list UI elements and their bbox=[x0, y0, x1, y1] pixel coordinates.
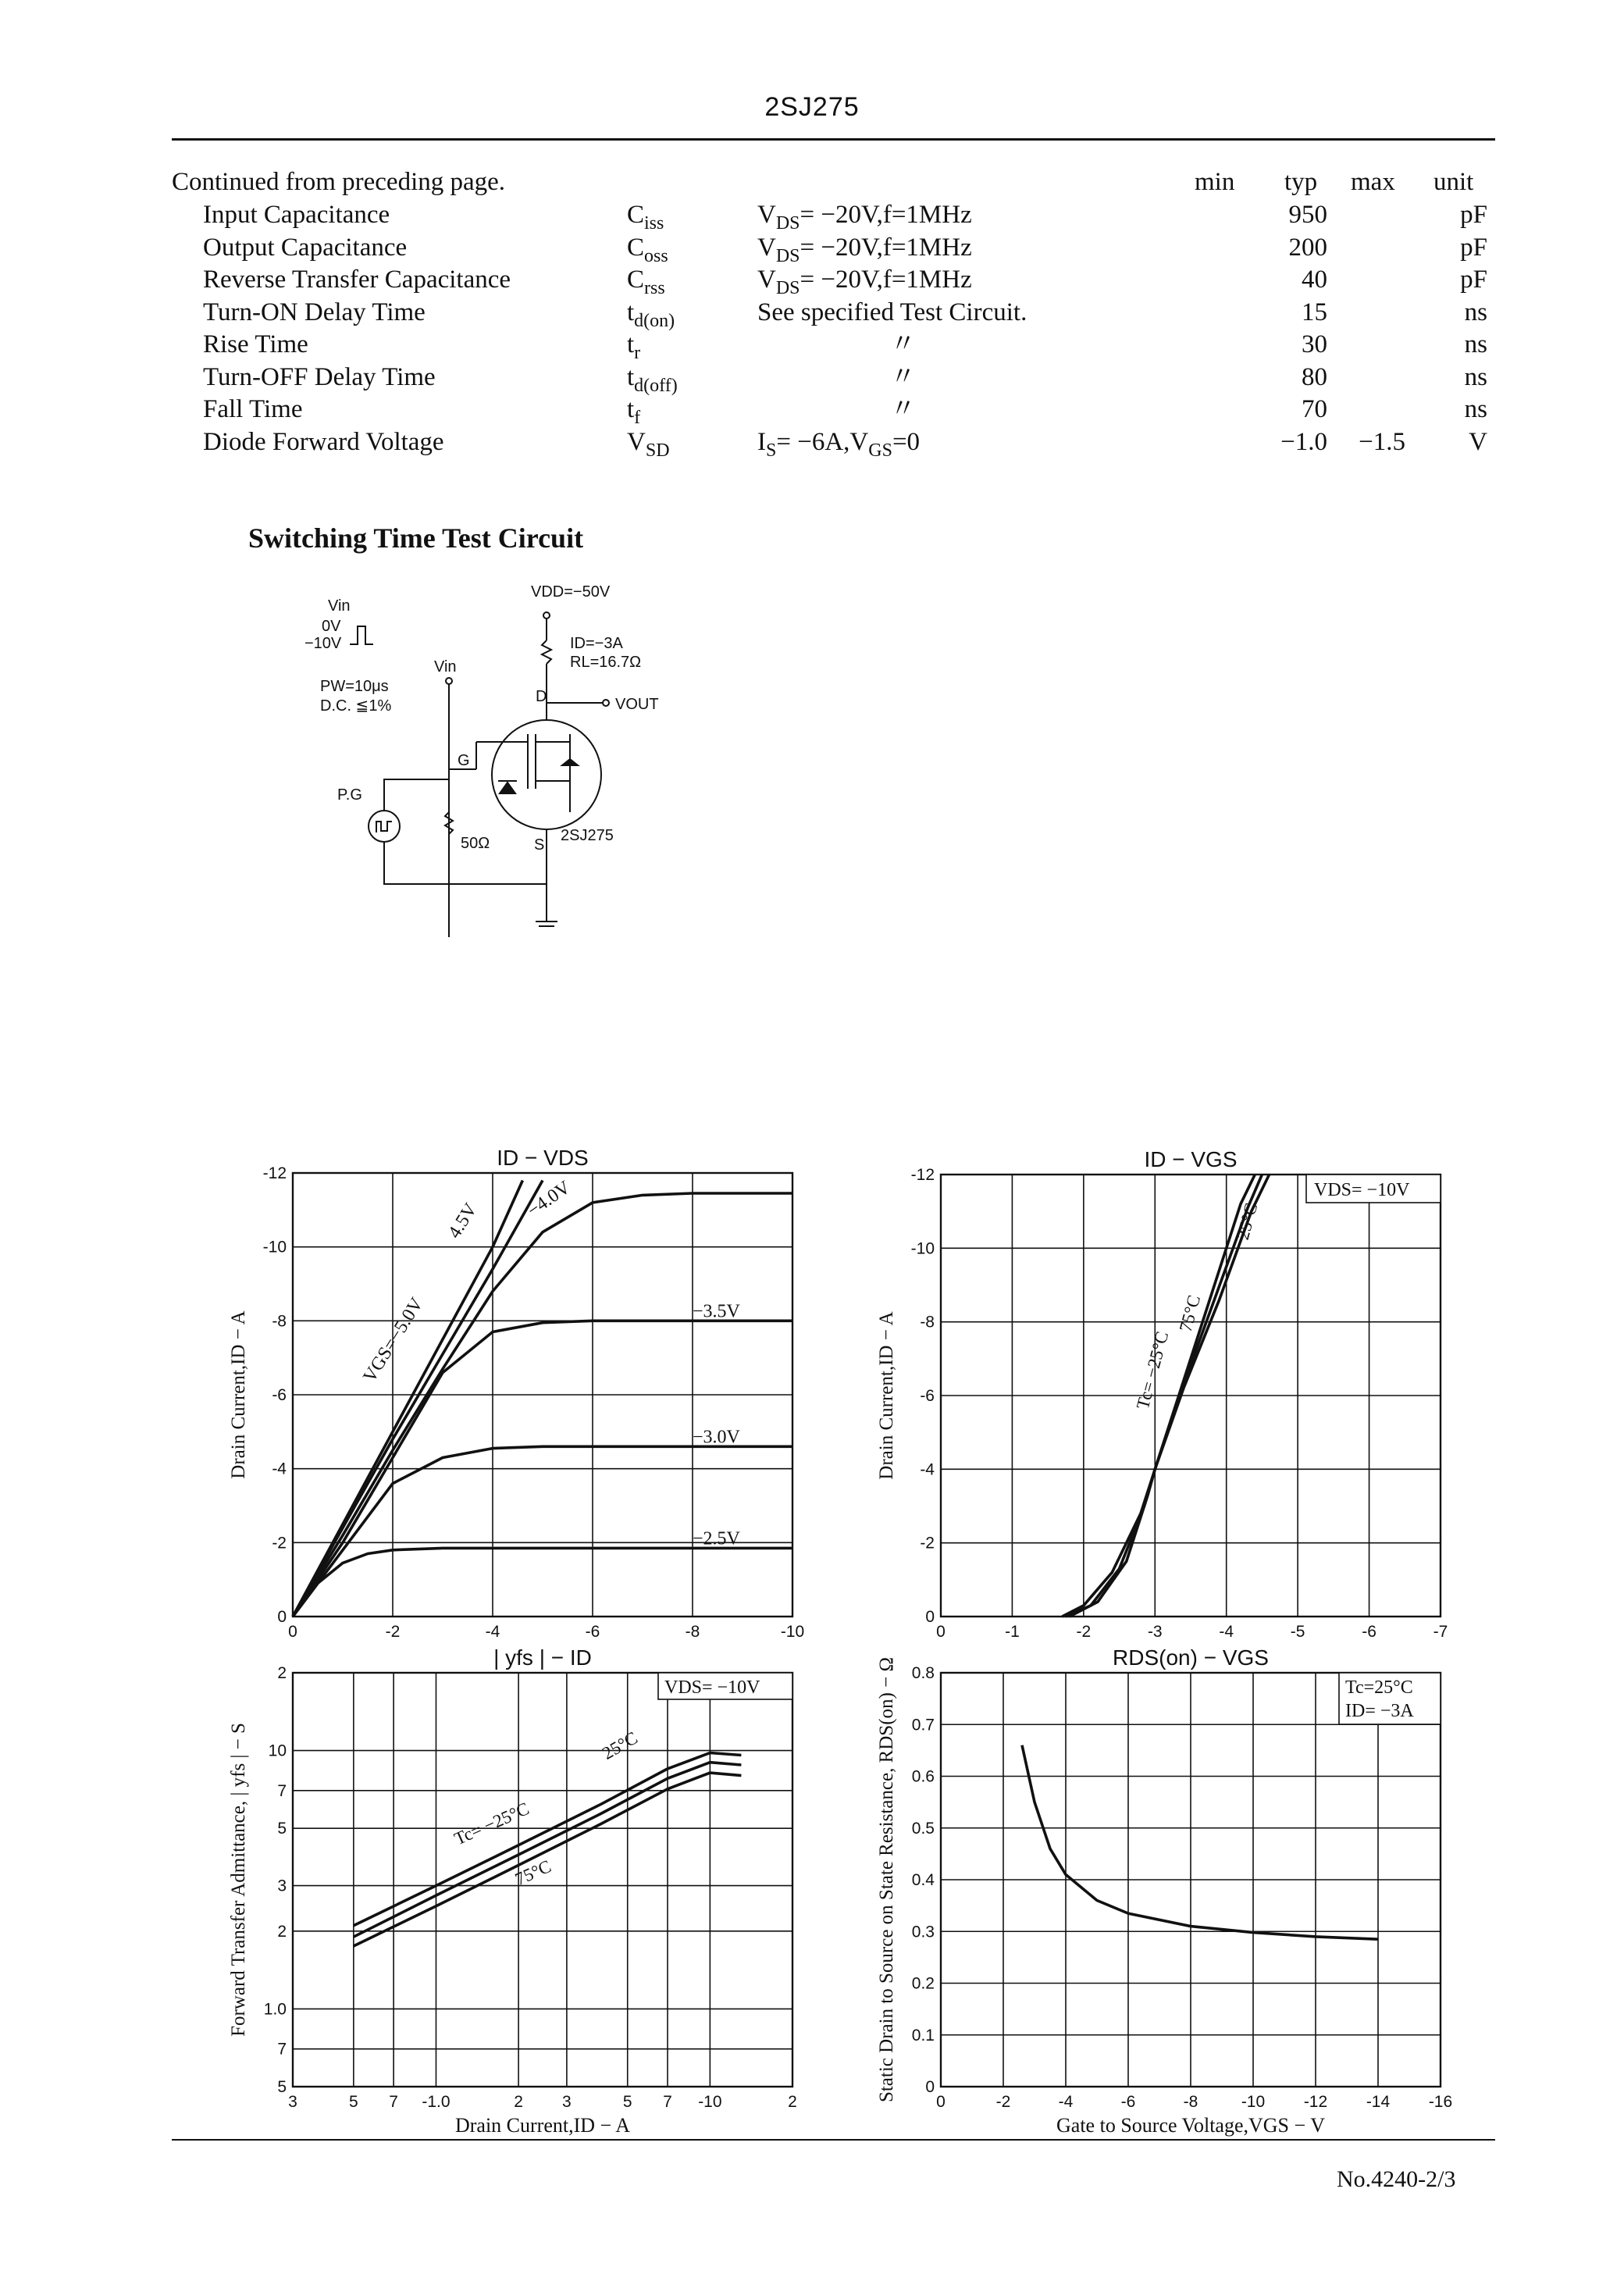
param-symbol: $t_f$ bbox=[627, 395, 641, 428]
chart-title: RDS(on) − VGS bbox=[1113, 1645, 1269, 1670]
y-axis-label: Static Drain to Source on State Resistance, RDS(on) − Ω bbox=[876, 1656, 897, 2103]
value-unit: pF bbox=[1460, 201, 1487, 229]
series-annotation: 4.5V bbox=[444, 1200, 482, 1242]
x-tick-label: 2 bbox=[788, 2093, 797, 2111]
series-annotation: −2.5V bbox=[693, 1528, 740, 1549]
param-name: Reverse Transfer Capacitance bbox=[203, 266, 511, 294]
param-name: Diode Forward Voltage bbox=[203, 427, 444, 456]
circuit-label-neg10v: −10V bbox=[304, 635, 342, 652]
y-tick-label: 0 bbox=[925, 2078, 935, 2096]
y-tick-label: 5 bbox=[277, 2078, 287, 2096]
circuit-label-vin-node: Vin bbox=[434, 658, 457, 676]
chart-rdson-vgs bbox=[851, 1640, 1476, 2140]
y-tick-label: 7 bbox=[277, 1781, 287, 1800]
param-symbol: $t_{d(on)}$ bbox=[627, 298, 675, 331]
col-max: max bbox=[1351, 168, 1395, 196]
footer-rule bbox=[172, 2139, 1495, 2141]
col-unit: unit bbox=[1433, 168, 1474, 196]
series-line bbox=[293, 1181, 543, 1617]
series-annotation: VGS=−5.0V bbox=[359, 1294, 428, 1386]
param-name: Output Capacitance bbox=[203, 233, 408, 262]
x-tick-label: 0 bbox=[936, 1623, 946, 1640]
y-tick-label: -6 bbox=[272, 1386, 287, 1404]
circuit-label-dc: D.C. ≦1% bbox=[320, 697, 392, 715]
y-axis-label: Forward Transfer Admittance, | yfs | − S bbox=[228, 1723, 249, 2037]
x-tick-label: 5 bbox=[349, 2093, 358, 2111]
y-tick-label: 0.1 bbox=[911, 2026, 935, 2044]
param-name: Turn-OFF Delay Time bbox=[203, 362, 436, 391]
chart-title: ID − VDS bbox=[497, 1146, 589, 1170]
y-tick-label: 7 bbox=[277, 2040, 287, 2059]
x-axis-label: Drain Current,ID − A bbox=[454, 2114, 631, 2137]
value-typ: 80 bbox=[1302, 362, 1327, 391]
switching-test-circuit bbox=[297, 578, 671, 937]
y-tick-label: 0 bbox=[925, 1608, 935, 1626]
x-tick-label: -12 bbox=[1303, 2093, 1328, 2111]
value-unit: pF bbox=[1460, 266, 1487, 294]
value-unit: V bbox=[1469, 427, 1487, 456]
x-tick-label: -4 bbox=[1058, 2093, 1074, 2111]
param-condition: $V_{DS}= -20V,f=1MHz$ bbox=[757, 233, 972, 266]
y-tick-label: 0.7 bbox=[911, 1716, 935, 1734]
value-typ: 950 bbox=[1288, 201, 1327, 229]
col-min: min bbox=[1195, 168, 1235, 196]
chart-id-vds bbox=[203, 1132, 828, 1640]
param-symbol: $t_{d(off)}$ bbox=[627, 362, 678, 396]
y-tick-label: 3 bbox=[277, 1877, 287, 1895]
y-tick-label: 0.4 bbox=[911, 1871, 935, 1889]
x-tick-label: -6 bbox=[585, 1623, 600, 1640]
param-symbol: $C_{rss}$ bbox=[627, 266, 665, 298]
x-tick-label: 3 bbox=[288, 2093, 297, 2111]
series-annotation: 75°C bbox=[1175, 1292, 1205, 1335]
x-tick-label: -16 bbox=[1428, 2093, 1453, 2111]
value-max: −1.5 bbox=[1359, 427, 1405, 456]
y-axis-label: Drain Current,ID − A bbox=[228, 1310, 249, 1479]
chart-title: | yfs | − ID bbox=[493, 1645, 592, 1670]
x-tick-label: 0 bbox=[288, 1623, 297, 1640]
y-tick-label: 5 bbox=[277, 1820, 287, 1838]
param-condition: See specified Test Circuit. bbox=[757, 298, 1027, 326]
series-line bbox=[293, 1548, 792, 1617]
x-tick-label: -8 bbox=[685, 1623, 700, 1640]
circuit-label-g: G bbox=[458, 752, 470, 769]
param-name: Rise Time bbox=[203, 330, 308, 358]
y-tick-label: 0 bbox=[277, 1608, 287, 1626]
x-tick-label: -10 bbox=[1241, 2093, 1266, 2111]
value-typ: 15 bbox=[1302, 298, 1327, 326]
y-tick-label: -8 bbox=[272, 1312, 287, 1331]
value-unit: ns bbox=[1464, 362, 1487, 391]
series-annotation: −3.0V bbox=[693, 1427, 740, 1448]
y-tick-label: -2 bbox=[272, 1534, 287, 1553]
x-tick-label: -2 bbox=[1076, 1623, 1092, 1640]
param-condition: $V_{DS}= -20V,f=1MHz$ bbox=[757, 266, 972, 298]
y-tick-label: 10 bbox=[268, 1741, 287, 1760]
value-typ: 200 bbox=[1288, 233, 1327, 262]
x-tick-label: -3 bbox=[1147, 1623, 1163, 1640]
annotation-tc: Tc=25°C bbox=[1345, 1677, 1413, 1698]
x-tick-label: -1 bbox=[1005, 1623, 1020, 1640]
x-tick-label: -14 bbox=[1366, 2093, 1391, 2111]
series-annotation: 25°C bbox=[1232, 1200, 1262, 1242]
plot-frame bbox=[293, 1673, 792, 2087]
x-tick-label: -6 bbox=[1362, 1623, 1376, 1640]
param-condition: $I_S= -6A,V_{GS}=0$ bbox=[757, 427, 921, 461]
annotation-vds: VDS= −10V bbox=[1314, 1180, 1410, 1200]
value-typ: 30 bbox=[1302, 330, 1327, 358]
param-name: Input Capacitance bbox=[203, 201, 390, 229]
circuit-label-vdd: VDD=−50V bbox=[531, 583, 611, 601]
param-symbol: $C_{iss}$ bbox=[627, 201, 664, 234]
circuit-label-vin-top: Vin bbox=[328, 597, 351, 615]
circuit-label-device: 2SJ275 bbox=[561, 827, 614, 844]
doc-number: No.4240-2/3 bbox=[1337, 2166, 1456, 2192]
y-tick-label: 0.8 bbox=[911, 1664, 935, 1682]
x-tick-label: 0 bbox=[936, 2093, 946, 2111]
series-line bbox=[293, 1181, 522, 1617]
chart-title: ID − VGS bbox=[1144, 1147, 1238, 1171]
circuit-label-0v: 0V bbox=[322, 618, 341, 635]
param-name: Turn-ON Delay Time bbox=[203, 298, 426, 326]
x-tick-label: -2 bbox=[995, 2093, 1011, 2111]
y-tick-label: -6 bbox=[920, 1387, 935, 1405]
x-tick-label: -4 bbox=[485, 1623, 500, 1640]
y-tick-label: -8 bbox=[920, 1313, 935, 1332]
header-rule bbox=[172, 138, 1495, 141]
value-unit: ns bbox=[1464, 298, 1487, 326]
series-line bbox=[1022, 1745, 1378, 1939]
value-unit: ns bbox=[1464, 395, 1487, 423]
series-annotation: Tc= −25°C bbox=[451, 1799, 532, 1849]
circuit-label-id: ID=−3A bbox=[570, 635, 623, 652]
value-unit: ns bbox=[1464, 330, 1487, 358]
x-tick-label: 7 bbox=[663, 2093, 672, 2111]
circuit-title: Switching Time Test Circuit bbox=[248, 522, 584, 554]
y-tick-label: -4 bbox=[920, 1460, 935, 1479]
x-tick-label: -10 bbox=[698, 2093, 722, 2111]
chart-id-vgs bbox=[851, 1132, 1476, 1640]
value-unit: pF bbox=[1460, 233, 1487, 262]
param-condition: $V_{DS}= -20V,f=1MHz$ bbox=[757, 201, 972, 234]
value-typ: −1.0 bbox=[1280, 427, 1327, 456]
param-symbol: $V_{SD}$ bbox=[627, 427, 670, 461]
x-tick-label: 3 bbox=[562, 2093, 572, 2111]
y-tick-label: 0.6 bbox=[911, 1767, 935, 1786]
param-name: Fall Time bbox=[203, 395, 303, 423]
y-tick-label: 2 bbox=[277, 1664, 287, 1682]
y-axis-label: Drain Current,ID − A bbox=[876, 1311, 897, 1480]
param-condition: 〃 bbox=[890, 395, 916, 423]
param-symbol: $C_{oss}$ bbox=[627, 233, 668, 266]
x-tick-label: -2 bbox=[385, 1623, 401, 1640]
circuit-label-pg: P.G bbox=[337, 786, 362, 804]
circuit-label-50ohm: 50Ω bbox=[461, 835, 490, 852]
series-annotation: 75°C bbox=[511, 1856, 554, 1890]
series-annotation: 25°C bbox=[599, 1727, 641, 1763]
x-tick-label: -4 bbox=[1219, 1623, 1234, 1640]
chart-yfs-id bbox=[203, 1640, 828, 2140]
x-tick-label: -1.0 bbox=[422, 2093, 451, 2111]
circuit-label-rl: RL=16.7Ω bbox=[570, 654, 642, 671]
y-tick-label: 1.0 bbox=[263, 2000, 287, 2019]
y-tick-label: 2 bbox=[277, 1922, 287, 1941]
y-tick-label: -12 bbox=[910, 1166, 935, 1184]
param-condition: 〃 bbox=[890, 330, 916, 358]
annotation-vds: VDS= −10V bbox=[664, 1677, 760, 1698]
circuit-label-d: D bbox=[536, 688, 547, 705]
series-annotation: −4.0V bbox=[523, 1177, 575, 1221]
y-tick-label: -10 bbox=[262, 1238, 287, 1257]
page-header-part-number: 2SJ275 bbox=[764, 92, 860, 122]
y-tick-label: -4 bbox=[272, 1460, 287, 1478]
param-symbol: $t_r$ bbox=[627, 330, 641, 363]
x-tick-label: -5 bbox=[1290, 1623, 1305, 1640]
y-tick-label: 0.2 bbox=[911, 1974, 935, 1993]
table-intro: Continued from preceding page. bbox=[172, 168, 506, 196]
y-tick-label: 0.3 bbox=[911, 1923, 935, 1941]
y-tick-label: -10 bbox=[910, 1239, 935, 1258]
x-tick-label: 7 bbox=[389, 2093, 398, 2111]
series-annotation: −3.5V bbox=[693, 1301, 740, 1322]
col-typ: typ bbox=[1284, 168, 1318, 196]
x-tick-label: -8 bbox=[1183, 2093, 1198, 2111]
value-typ: 40 bbox=[1302, 266, 1327, 294]
y-tick-label: -2 bbox=[920, 1534, 935, 1553]
y-tick-label: 0.5 bbox=[911, 1819, 935, 1838]
circuit-label-vout: VOUT bbox=[615, 696, 659, 713]
x-tick-label: -7 bbox=[1433, 1623, 1448, 1640]
param-condition: 〃 bbox=[890, 362, 916, 391]
x-tick-label: -6 bbox=[1120, 2093, 1136, 2111]
x-tick-label: 5 bbox=[622, 2093, 632, 2111]
x-axis-label: Gate to Source Voltage,VGS − V bbox=[1056, 2114, 1325, 2137]
circuit-label-pw: PW=10μs bbox=[320, 678, 389, 695]
x-tick-label: 2 bbox=[514, 2093, 523, 2111]
annotation-id: ID= −3A bbox=[1345, 1701, 1414, 1721]
circuit-label-s: S bbox=[534, 836, 545, 854]
value-typ: 70 bbox=[1302, 395, 1327, 423]
y-tick-label: -12 bbox=[262, 1164, 287, 1182]
x-tick-label: -10 bbox=[780, 1623, 805, 1640]
series-annotation: Tc= −25°C bbox=[1132, 1329, 1173, 1412]
